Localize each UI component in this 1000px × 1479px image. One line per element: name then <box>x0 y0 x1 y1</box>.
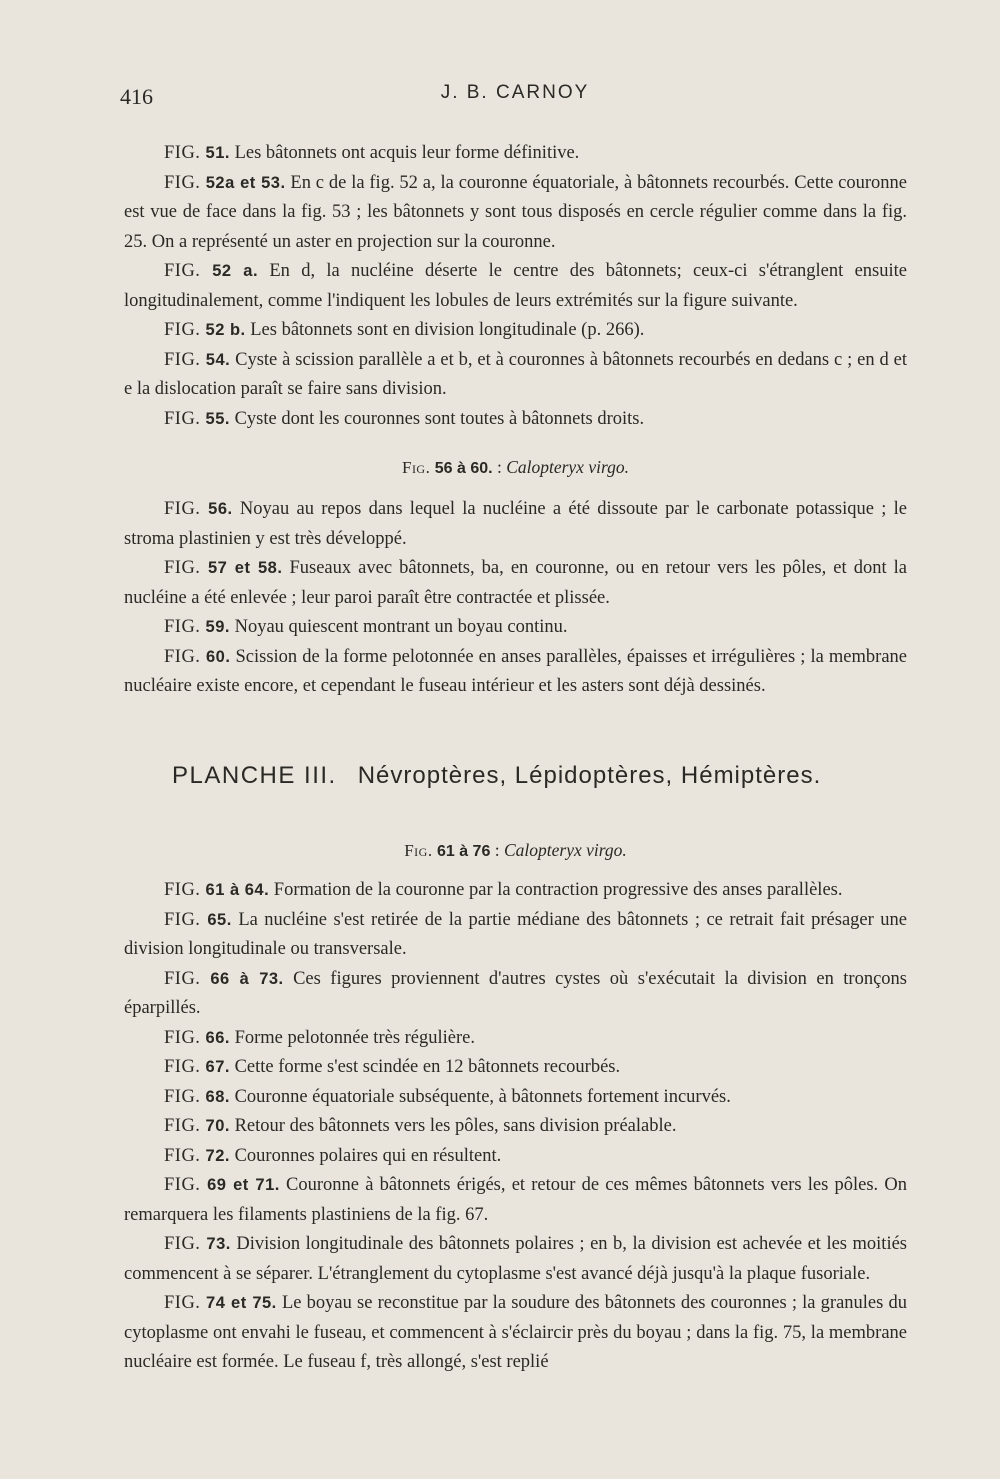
caption-text: Les bâtonnets sont en division longitudinale (p. 266). <box>245 320 645 340</box>
figure-caption <box>124 1112 907 1142</box>
caption-fig-number: 60. <box>200 647 231 666</box>
caption-fig-number: 52 b. <box>200 321 246 339</box>
caption-fig-label: FIG. <box>164 172 201 193</box>
caption-fig-label: FIG. <box>164 617 201 637</box>
caption-fig-number: 54. <box>200 350 231 369</box>
caption-text: Noyau au repos dans lequel la nucléine a été dissoute par le carbonate potassique ; le stroma plastinien y est très développé. <box>124 499 907 549</box>
caption-text: Noyau quiescent montrant un boyau continu. <box>229 617 568 637</box>
caption-text: En c de la fig. 52 a, la couronne équatoriale, à bâtonnets recourbés. Cette couronne est vue de face dans la fig. 53 ; les bâtonnets y sont tous disposés en cercle régulier comme dans la fig. 25. On a représenté un aster en projection sur la couronne. <box>124 172 907 252</box>
figure-caption <box>124 965 907 1024</box>
caption-text: Couronne équatoriale subséquente, à bâtonnets fortement incurvés. <box>229 1086 731 1107</box>
subheading-range: 61 à 76 <box>436 843 491 860</box>
subheading-fig: Fig. <box>401 458 431 477</box>
caption-text: Cyste à scission parallèle a et b, et à couronnes à bâtonnets recourbés en dedans c ; en d et e la dislocation paraît se faire sans division. <box>124 349 907 399</box>
figure-caption <box>124 495 907 554</box>
caption-fig-label: FIG. <box>164 1145 201 1166</box>
caption-fig-number: 52 a. <box>200 262 259 280</box>
subheading-species: Calopteryx virgo. <box>506 457 629 477</box>
caption-text: Cette forme s'est scindée en 12 bâtonnets recourbés. <box>229 1057 621 1077</box>
caption-fig-number: 61 à 64. <box>200 881 270 899</box>
caption-text: Les bâtonnets ont acquis leur forme définitive. <box>229 143 580 163</box>
caption-fig-number: 67. <box>200 1058 230 1076</box>
caption-fig-label: FIG. <box>164 1086 201 1107</box>
caption-text: Cyste dont les couronnes sont toutes à bâtonnets droits. <box>229 408 645 429</box>
figure-caption <box>124 613 907 643</box>
caption-text: Le boyau se reconstitue par la soudure des bâtonnets des couronnes ; la granules du cytoplasme ont envahi le fuseau, et commencent à s'éclaircir près du boyau ; dans la fig. 75, la membrane nucléaire est formée. Le fuseau f, très allongé, s'est replié <box>124 1293 908 1372</box>
figure-caption <box>124 643 907 702</box>
caption-fig-number: 57 et 58. <box>200 559 283 577</box>
caption-fig-label: FIG. <box>164 1027 201 1048</box>
caption-fig-number: 59. <box>200 618 230 636</box>
caption-fig-number: 52a et 53. <box>200 173 286 192</box>
section2-captions <box>124 495 907 702</box>
caption-text: En d, la nucléine déserte le centre des bâtonnets; ceux-ci s'étranglent ensuite longitudinalement, comme l'indiquent les lobules de leurs extrémités sur la figure suivante. <box>124 261 907 311</box>
section3-captions <box>124 876 907 1378</box>
caption-fig-number: 55. <box>200 409 230 428</box>
caption-text: Scission de la forme pelotonnée en anses parallèles, épaisses et irrégulières ; la membrane nucléaire existe encore, et cependant le fuseau intérieur et les asters sont déjà dessinés. <box>124 646 907 696</box>
figure-caption <box>124 1289 907 1378</box>
subheading-fig: Fig. <box>404 841 433 860</box>
caption-fig-label: FIG. <box>164 349 201 370</box>
caption-fig-label: FIG. <box>164 1293 201 1313</box>
caption-fig-number: 74 et 75. <box>200 1294 277 1312</box>
caption-fig-label: FIG. <box>164 1116 201 1136</box>
caption-fig-number: 56. <box>200 500 233 518</box>
caption-fig-number: 70. <box>200 1117 230 1135</box>
caption-fig-label: FIG. <box>164 408 201 429</box>
caption-text: Fuseaux avec bâtonnets, ba, en couronne, ou en retour vers les pôles, et dont la nucléine a été enlevée ; leur paroi paraît être contractée et plissée. <box>124 558 907 608</box>
caption-fig-number: 72. <box>200 1146 230 1165</box>
caption-fig-label: FIG. <box>164 1057 201 1077</box>
plate-heading <box>172 762 821 790</box>
caption-text: Division longitudinale des bâtonnets polaires ; en b, la division est achevée et les moitiés commencent à se séparer. L'étranglement du cytoplasme s'est avancé déjà jusqu'à la plaque fusoriale. <box>124 1234 907 1284</box>
figure-caption <box>124 906 907 965</box>
caption-fig-number: 51. <box>200 144 230 162</box>
caption-text: Couronne à bâtonnets érigés, et retour de ces mêmes bâtonnets vers les pôles. On remarquera les filaments plastiniens de la fig. 67. <box>124 1175 907 1225</box>
caption-fig-number: 69 et 71. <box>200 1176 280 1194</box>
caption-fig-number: 66 à 73. <box>200 969 284 988</box>
subheading-species: Calopteryx virgo. <box>503 840 627 860</box>
caption-text: La nucléine s'est retirée de la partie médiane des bâtonnets ; ce retrait fait présager une division longitudinale ou transversale. <box>124 909 907 959</box>
figure-caption <box>124 257 907 316</box>
caption-fig-number: 68. <box>200 1087 230 1106</box>
running-head: J. B. CARNOY <box>440 82 590 103</box>
figure-caption <box>124 554 907 613</box>
caption-fig-number: 65. <box>200 910 232 929</box>
page-header <box>120 78 910 114</box>
figure-caption <box>124 1142 907 1172</box>
page-number: 416 <box>120 84 153 109</box>
caption-fig-label: FIG. <box>164 646 201 667</box>
figure-caption <box>124 1024 907 1054</box>
caption-fig-label: FIG. <box>164 320 201 340</box>
caption-fig-label: FIG. <box>164 880 201 900</box>
caption-fig-label: FIG. <box>164 143 201 163</box>
caption-text: Couronnes polaires qui en résultent. <box>229 1145 502 1166</box>
caption-fig-number: 73. <box>200 1235 231 1253</box>
plate-title: Névroptères, Lépidoptères, Hémiptères. <box>357 762 822 789</box>
figure-caption <box>124 316 907 346</box>
caption-text: Ces figures proviennent d'autres cystes où s'exécutait la division en tronçons éparpillés. <box>124 968 907 1018</box>
figure-caption <box>124 1171 907 1230</box>
subheading-range: 56 à 60. <box>434 460 493 477</box>
caption-text: Retour des bâtonnets vers les pôles, sans division préalable. <box>229 1116 677 1136</box>
figure-caption <box>124 139 907 169</box>
caption-fig-label: FIG. <box>164 968 201 989</box>
figure-caption <box>124 1053 907 1083</box>
figure-caption <box>124 169 907 258</box>
caption-text: Forme pelotonnée très régulière. <box>229 1027 476 1048</box>
caption-fig-number: 66. <box>200 1028 230 1047</box>
subheading-61-76: Fig. 61 à 76 : Calopteryx virgo. <box>404 840 627 860</box>
caption-fig-label: FIG. <box>164 261 201 281</box>
caption-fig-label: FIG. <box>164 1234 201 1254</box>
caption-fig-label: FIG. <box>164 499 201 519</box>
figure-caption <box>124 1230 907 1289</box>
figure-caption <box>124 876 907 906</box>
caption-fig-label: FIG. <box>164 558 201 578</box>
section1-captions <box>124 139 907 434</box>
plate-label: PLANCHE III. <box>172 762 337 789</box>
caption-text: Formation de la couronne par la contraction progressive des anses parallèles. <box>269 880 843 900</box>
figure-caption <box>124 405 907 435</box>
caption-fig-label: FIG. <box>164 909 201 930</box>
subheading-56-60: Fig. 56 à 60. : Calopteryx virgo. <box>401 457 629 477</box>
figure-caption <box>124 1083 907 1113</box>
caption-fig-label: FIG. <box>164 1175 201 1195</box>
figure-caption <box>124 346 907 405</box>
